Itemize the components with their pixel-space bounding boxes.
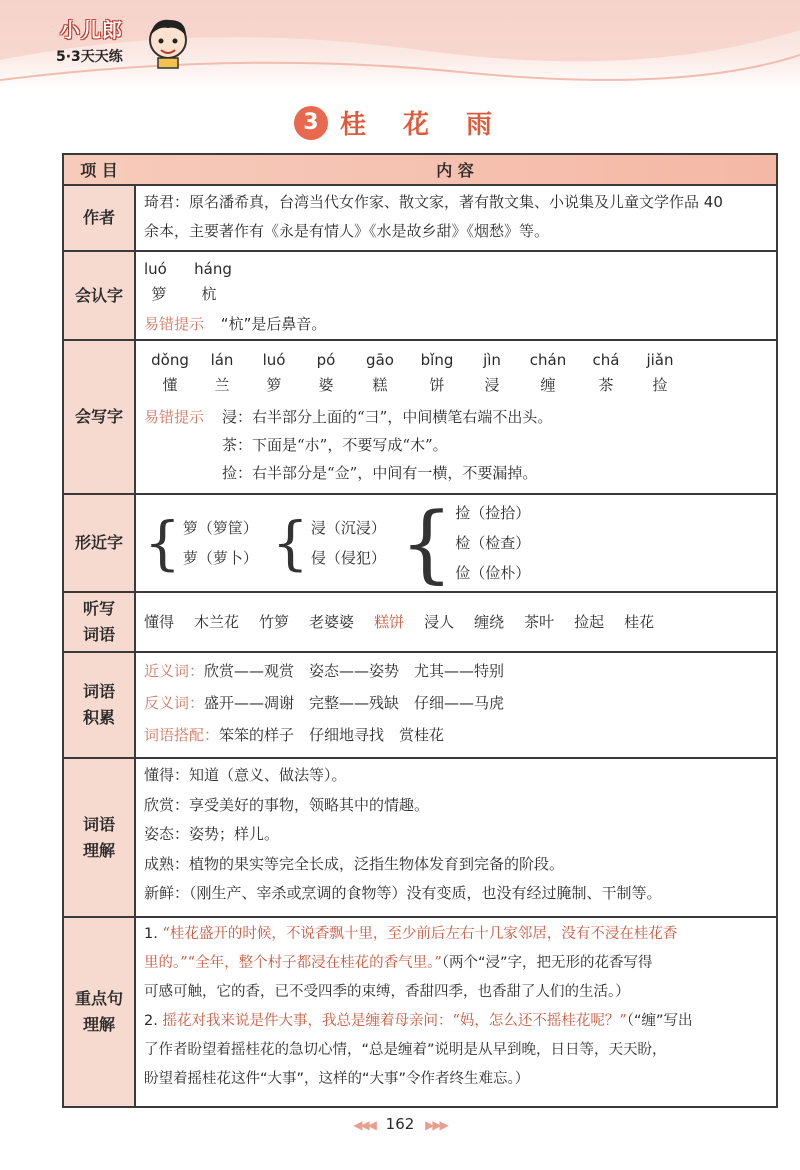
label-line: 词语 — [82, 625, 115, 644]
sentence-number: 1. — [144, 926, 158, 942]
author-line-2: 余本，主要著作有《永是有情人》《水是故乡甜》《烟愁》等。 — [144, 222, 550, 240]
label-key-sentences — [64, 918, 136, 1106]
brand-series: 5·3天天练 — [56, 49, 123, 65]
write-char: 糕 — [372, 376, 388, 394]
sentence-note: （“缠”写出 — [626, 1013, 693, 1029]
synonyms-line — [144, 655, 766, 687]
write-char: 箩 — [266, 376, 282, 394]
write-char: 懂 — [162, 376, 178, 394]
accumulate-content — [136, 653, 776, 757]
collocations-line — [144, 719, 766, 751]
similar-item: 浸（沉浸） — [310, 519, 386, 537]
definition: 欣赏：享受美好的事物，领略其中的情趣。 — [144, 795, 430, 814]
synonym-label: 近义词： — [144, 662, 205, 680]
similar-item: 检（检查） — [455, 534, 531, 552]
boy-mascot-icon — [144, 14, 192, 70]
row-similar — [64, 495, 776, 593]
write-pinyin: pó — [316, 351, 336, 369]
similar-item: 萝（萝卜） — [182, 549, 258, 567]
write-pinyin: chán — [529, 351, 567, 369]
label-author: 作者 — [64, 186, 136, 250]
sentence-number: 2. — [144, 1013, 158, 1029]
write-hint: 捡：右半部分是“佥”，中间有一横，不要漏掉。 — [222, 464, 538, 482]
write-char: 兰 — [214, 376, 230, 394]
table-header — [64, 155, 776, 186]
collocation-label: 词语搭配： — [144, 726, 220, 744]
similar-item: 捡（捡拾） — [455, 504, 531, 522]
label-similar: 形近字 — [64, 495, 136, 591]
author-content — [136, 186, 776, 250]
write-char: 饼 — [429, 376, 445, 394]
definition: 懂得：知道（意义、做法等）。 — [144, 766, 347, 784]
dictation-word: 糕饼 — [374, 612, 405, 631]
dictation-word: 木兰花 — [194, 612, 240, 631]
recognize-content — [136, 252, 776, 339]
recognize-char: 箩 — [151, 285, 167, 303]
row-accumulate — [64, 653, 776, 759]
recognize-pinyin-row — [144, 256, 766, 282]
antonyms: 盛开——凋谢 完整——残缺 仔细——马虎 — [204, 694, 505, 712]
row-author — [64, 186, 776, 252]
dictation-word: 捡起 — [574, 612, 605, 631]
sentence-quote: “桂花盛开的时候，不说香飘十里，至少前后左右十几家邻居，没有不浸在桂花香 — [162, 926, 678, 942]
understand-content — [136, 759, 776, 916]
recognize-char: 杭 — [201, 285, 217, 303]
row-recognize — [64, 252, 776, 341]
write-pinyin: lán — [210, 351, 234, 369]
label-line: 听写 — [82, 599, 115, 618]
row-write — [64, 341, 776, 495]
label-write: 会写字 — [64, 341, 136, 493]
write-hint: 浸：右半部分上面的“彐”，中间横笔右端不出头。 — [222, 408, 553, 426]
row-key-sentences — [64, 918, 776, 1106]
antonym-label: 反义词： — [144, 694, 205, 712]
brace-icon: { — [399, 494, 454, 592]
recognize-pinyin: luó — [144, 260, 167, 278]
author-line-1: 琦君：原名潘希真，台湾当代女作家、散文家，著有散文集、小说集及儿童文学作品 40 — [144, 193, 723, 211]
write-char: 缠 — [540, 376, 556, 394]
page-number: 162 — [385, 1115, 415, 1133]
label-dictation — [64, 593, 136, 651]
dictation-word: 浸人 — [424, 612, 455, 631]
definition: 姿态：姿势；样儿。 — [144, 825, 280, 843]
sentence-quote: 摇花对我来说是件大事，我总是缠着母亲问：“妈，怎么还不摇桂花呢？” — [162, 1013, 627, 1029]
right-arrows-icon: ▶▶▶ — [425, 1118, 447, 1132]
header-item: 项 目 — [80, 161, 118, 180]
antonyms-line — [144, 687, 766, 719]
sentence-note: （两个“浸”字，把无形的花香写得 — [441, 955, 653, 971]
dictation-word: 桂花 — [624, 612, 655, 631]
lesson-title-bar — [0, 104, 800, 141]
write-pinyin: gāo — [366, 351, 394, 369]
similar-item: 侵（侵犯） — [310, 549, 386, 567]
write-char: 婆 — [318, 376, 334, 394]
row-dictation — [64, 593, 776, 653]
lesson-number-badge: 3 — [294, 106, 328, 140]
header-content: 内 容 — [436, 161, 474, 180]
key-sentence-1 — [144, 920, 766, 1007]
definition: 新鲜：（刚生产、宰杀或烹调的食物等）没有变质，也没有经过腌制、干制等。 — [144, 884, 662, 902]
write-pinyin: jìn — [483, 351, 501, 369]
hint-text: “杭”是后鼻音。 — [220, 315, 327, 333]
dictation-content — [136, 593, 776, 651]
dictation-word: 老婆婆 — [309, 612, 355, 631]
label-line: 词语 — [82, 814, 115, 834]
recognize-char-row — [144, 282, 766, 306]
brand-name: 小儿郎 — [60, 18, 123, 42]
similar-item: 俭（俭朴） — [455, 564, 531, 582]
write-hint: 茶：下面是“朩”，不要写成“木”。 — [222, 436, 448, 454]
write-char: 浸 — [484, 376, 500, 394]
dictation-word: 缠绕 — [474, 612, 505, 631]
write-hints — [144, 403, 766, 487]
similar-group — [399, 494, 531, 592]
label-line: 词语 — [82, 682, 115, 701]
row-understand — [64, 759, 776, 918]
write-pinyin: chá — [592, 351, 620, 369]
synonyms: 欣赏——观赏 姿态——姿势 尤其——特别 — [204, 662, 505, 680]
brand-logo — [56, 14, 196, 76]
brace-icon: { — [144, 509, 181, 577]
similar-item: 箩（箩筐） — [182, 519, 258, 537]
label-accumulate — [64, 653, 136, 757]
write-char: 茶 — [598, 376, 614, 394]
write-pinyin-row — [144, 347, 766, 373]
write-pinyin: jiǎn — [646, 351, 674, 369]
write-pinyin: dǒng — [151, 351, 189, 369]
dictation-word: 竹箩 — [259, 612, 290, 631]
sentence-note: 了作者盼望着摇桂花的急切心情，“总是缠着”说明是从早到晚，日日等，天天盼， — [144, 1042, 667, 1058]
key-sentences-content — [136, 918, 776, 1106]
label-line: 理解 — [82, 840, 115, 860]
label-understand — [64, 759, 136, 916]
label-line: 重点句 — [74, 989, 123, 1008]
collocations: 笨笨的样子 仔细地寻找 赏桂花 — [219, 726, 445, 744]
label-recognize: 会认字 — [64, 252, 136, 339]
similar-group — [144, 509, 258, 577]
brace-icon: { — [271, 509, 309, 577]
sentence-quote: 里的。”“全年，整个村子都浸在桂花的香气里。” — [144, 955, 442, 971]
write-pinyin: bǐng — [420, 351, 454, 369]
recognize-pinyin: háng — [194, 260, 232, 278]
hint-label: 易错提示 — [144, 315, 205, 333]
key-sentence-2 — [144, 1007, 766, 1094]
left-arrows-icon: ◀◀◀ — [353, 1118, 375, 1132]
sentence-note: 可感可触，它的香，已不受四季的束缚，香甜四季，也香甜了人们的生活。） — [144, 984, 630, 1000]
label-line: 积累 — [82, 708, 115, 727]
label-line: 理解 — [82, 1015, 115, 1034]
lesson-title: 桂 花 雨 — [339, 110, 507, 140]
recognize-hint — [144, 312, 766, 336]
write-pinyin: luó — [262, 351, 286, 369]
write-char-row — [144, 373, 766, 397]
study-table — [62, 153, 778, 1108]
hint-label: 易错提示 — [144, 408, 205, 426]
similar-content — [136, 495, 776, 591]
similar-group — [271, 509, 386, 577]
write-content — [136, 341, 776, 493]
dictation-word: 懂得 — [144, 612, 175, 631]
page-footer — [0, 1115, 800, 1133]
dictation-word: 茶叶 — [524, 612, 555, 631]
definition: 成熟：植物的果实等完全长成，泛指生物体发育到完备的阶段。 — [144, 854, 565, 873]
sentence-note: 盼望着摇桂花这件“大事”，这样的“大事”令作者终生难忘。） — [144, 1071, 530, 1087]
write-char: 捡 — [652, 376, 668, 394]
